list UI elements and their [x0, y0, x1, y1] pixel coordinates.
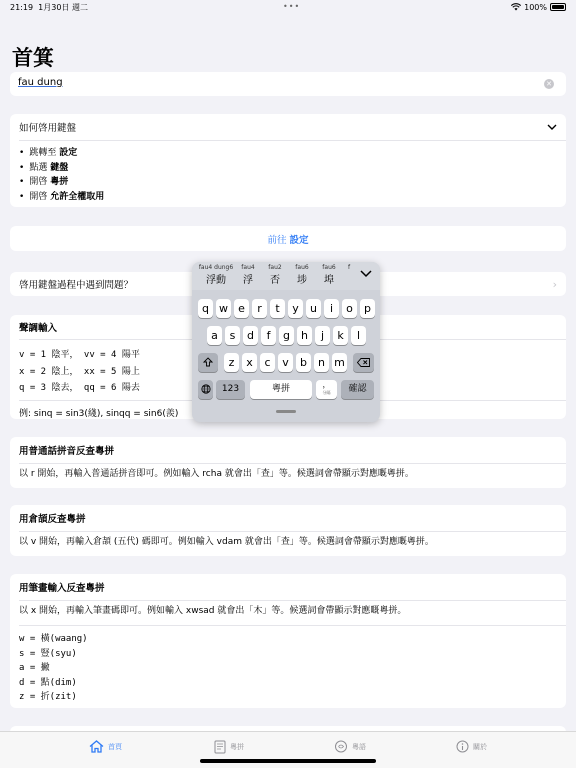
- info-icon: [456, 740, 469, 753]
- key-l[interactable]: l: [351, 326, 366, 345]
- key-s[interactable]: s: [225, 326, 240, 345]
- floating-keyboard[interactable]: [192, 262, 380, 422]
- comma-key[interactable]: ， 分隔: [316, 380, 337, 399]
- howto-card: [10, 114, 566, 207]
- key-x[interactable]: x: [242, 353, 257, 372]
- tones-example: 例: sinq = sin3(綫), sinqq = sin6(羨): [19, 408, 179, 419]
- status-date: 1月30日 週二: [38, 2, 88, 12]
- key-d[interactable]: d: [243, 326, 258, 345]
- battery-icon: [550, 3, 566, 11]
- cangjie-title: 用倉頡反查粵拼: [19, 514, 86, 525]
- key-b[interactable]: b: [296, 353, 311, 372]
- candidate-item[interactable]: fau6 埗: [295, 264, 309, 286]
- stroke-title: 用筆畫輸入反查粵拼: [19, 583, 105, 594]
- tone-row: v = 1 陰平， vv = 4 陽平: [19, 350, 140, 360]
- list-item: • 跳轉至 設定: [19, 146, 557, 161]
- status-bar: [0, 0, 576, 14]
- candidate-item[interactable]: fau6 埠: [322, 264, 336, 286]
- speech-icon: [334, 740, 348, 753]
- mandarin-title: 用普通話拼音反查粵拼: [19, 446, 115, 457]
- key-i[interactable]: i: [324, 299, 339, 318]
- candidate-item[interactable]: fau4 dung6 浮動: [198, 264, 234, 286]
- space-key[interactable]: 粵拼: [250, 380, 312, 399]
- shift-key[interactable]: [198, 353, 218, 372]
- status-time: 21:19: [10, 2, 34, 12]
- wifi-icon: [511, 3, 521, 11]
- key-c[interactable]: c: [260, 353, 275, 372]
- tone-row: q = 3 陰去， qq = 6 陽去: [19, 383, 140, 393]
- key-row-4: [192, 380, 380, 399]
- key-u[interactable]: u: [306, 299, 321, 318]
- key-f[interactable]: f: [261, 326, 276, 345]
- howto-steps: [19, 141, 557, 204]
- chevron-right-icon: ›: [552, 277, 557, 291]
- key-a[interactable]: a: [207, 326, 222, 345]
- chevron-down-icon[interactable]: [547, 124, 557, 131]
- jyutping-icon: [214, 740, 226, 754]
- tab-about[interactable]: 關於: [456, 740, 487, 753]
- problem-label: 啓用鍵盤過程中遇到問題？: [19, 280, 134, 291]
- candidate-item[interactable]: f: [347, 264, 351, 271]
- key-p[interactable]: p: [360, 299, 375, 318]
- home-indicator[interactable]: [200, 759, 376, 763]
- search-input[interactable]: [10, 72, 566, 96]
- key-r[interactable]: r: [252, 299, 267, 318]
- list-item: • 開啓 粵拼: [19, 175, 557, 190]
- mandarin-card: [10, 437, 566, 488]
- stroke-line: a = 撇: [19, 663, 50, 673]
- home-icon: [89, 740, 104, 753]
- key-n[interactable]: n: [314, 353, 329, 372]
- key-h[interactable]: h: [297, 326, 312, 345]
- shift-icon: [203, 357, 213, 367]
- list-item: • 開啓 允許全權取用: [19, 190, 557, 205]
- battery-percent: 100%: [524, 2, 547, 12]
- list-item: • 點選 鍵盤: [19, 161, 557, 176]
- cangjie-card: [10, 505, 566, 556]
- keyboard-drag-handle[interactable]: [276, 410, 296, 413]
- goto-settings-button[interactable]: 前往 設定: [10, 226, 566, 251]
- multitask-dots-icon[interactable]: •••: [283, 2, 301, 11]
- stroke-line: w = 橫(waang): [19, 634, 88, 644]
- stroke-line: d = 點(dim): [19, 677, 77, 688]
- candidate-item[interactable]: fau2 否: [268, 264, 282, 286]
- key-row-3: [192, 353, 380, 372]
- key-e[interactable]: e: [234, 299, 249, 318]
- expand-candidates-icon[interactable]: [360, 270, 372, 278]
- stroke-desc: 以 x 開始，再輸入筆畫碼即可。例如輸入 xwsad 就會出「木」等。候選詞會帶顯示對應嘅粵拼。: [19, 606, 407, 616]
- globe-key[interactable]: [198, 380, 213, 399]
- key-z[interactable]: z: [224, 353, 239, 372]
- tab-cantonese[interactable]: 粵語: [334, 740, 366, 753]
- stroke-card: [10, 574, 566, 708]
- tab-home[interactable]: 首頁: [89, 740, 122, 753]
- candidate-bar: [192, 262, 380, 290]
- key-row-2: [192, 326, 380, 345]
- howto-header[interactable]: [10, 114, 566, 140]
- backspace-icon: [357, 358, 370, 367]
- page-title: 首箕: [12, 46, 54, 70]
- key-w[interactable]: w: [216, 299, 231, 318]
- cangjie-desc: 以 v 開始，再輸入倉頡 (五代) 碼即可。例如輸入 vdam 就會出「查」等。候選詞會帶顯示對應嘅粵拼。: [19, 537, 434, 547]
- backspace-key[interactable]: [353, 353, 374, 372]
- key-y[interactable]: y: [288, 299, 303, 318]
- stroke-line: s = 豎(syu): [19, 648, 77, 659]
- key-g[interactable]: g: [279, 326, 294, 345]
- tones-title: 聲調輸入: [19, 323, 58, 334]
- key-v[interactable]: v: [278, 353, 293, 372]
- numbers-key[interactable]: 123: [216, 380, 245, 399]
- key-row-1: [192, 299, 380, 318]
- tab-jyutping[interactable]: 粵拼: [214, 740, 244, 754]
- key-m[interactable]: m: [332, 353, 347, 372]
- key-j[interactable]: j: [315, 326, 330, 345]
- key-o[interactable]: o: [342, 299, 357, 318]
- clear-icon[interactable]: ✕: [544, 79, 554, 89]
- globe-icon: [201, 384, 211, 394]
- key-k[interactable]: k: [333, 326, 348, 345]
- key-t[interactable]: t: [270, 299, 285, 318]
- key-q[interactable]: q: [198, 299, 213, 318]
- mandarin-desc: 以 r 開始，再輸入普通話拼音即可。例如輸入 rcha 就會出「查」等。候選詞會帶顯示對應嘅粵拼。: [19, 469, 414, 479]
- confirm-key[interactable]: 確認: [341, 380, 374, 399]
- howto-title: 如何啓用鍵盤: [19, 123, 77, 134]
- stroke-line: z = 折(zit): [19, 692, 77, 702]
- tone-row: x = 2 陰上， xx = 5 陽上: [19, 366, 140, 377]
- candidate-item[interactable]: fau4 浮: [241, 264, 255, 286]
- search-input-value: fau dung: [18, 77, 63, 88]
